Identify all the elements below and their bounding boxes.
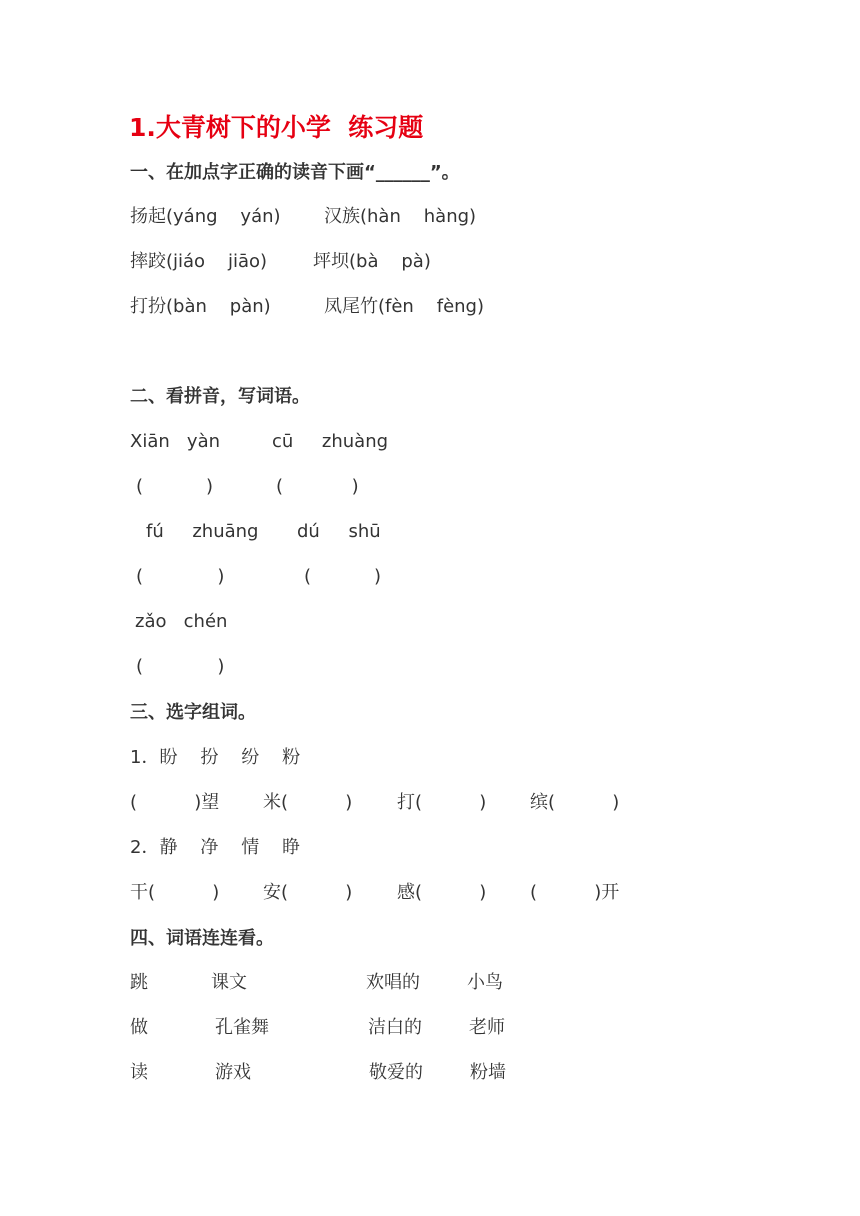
section4-heading: 四、词语连连看。	[130, 928, 274, 949]
word-blank: ( )望	[130, 792, 220, 813]
word-blank: 安( )	[263, 882, 353, 903]
section1-heading: 一、在加点字正确的读音下画“______”。	[130, 162, 460, 183]
match-noun: 粉墙	[470, 1062, 506, 1083]
section2-heading: 二、看拼音，写词语。	[130, 386, 310, 407]
answer-blank: ( )	[276, 476, 359, 497]
match-object: 课文	[211, 972, 247, 993]
pronunciation-item: 摔跤(jiáo jiāo)	[130, 251, 268, 272]
answer-blank: ( )	[136, 566, 225, 587]
match-noun: 老师	[469, 1017, 505, 1038]
answer-blank: ( )	[136, 656, 225, 677]
word-blank: 干( )	[130, 882, 220, 903]
word-blank: 缤( )	[530, 792, 620, 813]
pronunciation-item: 汉族(hàn hàng)	[324, 206, 477, 227]
match-verb: 做	[130, 1017, 148, 1038]
char-group: 1．盼 扮 纷 粉	[130, 747, 301, 768]
match-verb: 跳	[130, 972, 148, 993]
match-noun: 小鸟	[467, 972, 503, 993]
match-verb: 读	[130, 1062, 148, 1083]
match-object: 游戏	[215, 1062, 251, 1083]
match-adjective: 欢唱的	[366, 972, 420, 993]
match-adjective: 洁白的	[368, 1017, 422, 1038]
word-blank: 感( )	[397, 882, 487, 903]
pronunciation-item: 打扮(bàn pàn)	[130, 296, 271, 317]
pronunciation-item: 坪坝(bà pà)	[313, 251, 431, 272]
pronunciation-item: 扬起(yáng yán)	[130, 206, 281, 227]
pronunciation-item: 凤尾竹(fèn fèng)	[324, 296, 484, 317]
pinyin-word: fú zhuāng	[146, 521, 259, 542]
answer-blank: ( )	[136, 476, 213, 497]
pinyin-word: Xiān yàn	[130, 431, 221, 452]
page-title: 1.大青树下的小学 练习题	[129, 113, 424, 142]
match-object: 孔雀舞	[215, 1017, 269, 1038]
pinyin-word: dú shū	[297, 521, 381, 542]
word-blank: ( )开	[530, 882, 620, 903]
pinyin-word: zǎo chén	[135, 611, 228, 632]
section3-heading: 三、选字组词。	[130, 702, 256, 723]
match-adjective: 敬爱的	[369, 1062, 423, 1083]
pinyin-word: cū zhuàng	[272, 431, 389, 452]
word-blank: 打( )	[397, 792, 487, 813]
word-blank: 米( )	[263, 792, 353, 813]
answer-blank: ( )	[304, 566, 381, 587]
char-group: 2．静 净 情 睁	[130, 837, 301, 858]
